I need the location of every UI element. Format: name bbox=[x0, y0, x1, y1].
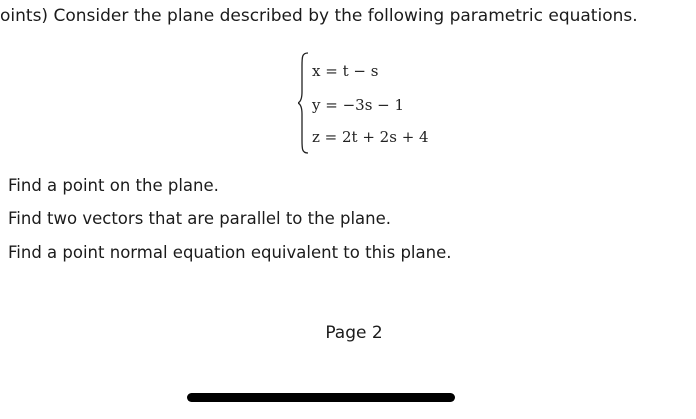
left-brace bbox=[298, 52, 310, 154]
task-find-point: Find a point on the plane. bbox=[8, 176, 219, 195]
parametric-equations bbox=[298, 52, 468, 154]
question-prompt: oints) Consider the plane described by the following parametric equations. bbox=[0, 6, 638, 26]
equation-x: x = t − s bbox=[312, 62, 379, 80]
page-number-text: Page 2 bbox=[325, 323, 383, 343]
page-number bbox=[0, 323, 696, 343]
home-indicator-bar[interactable] bbox=[187, 393, 455, 402]
task-find-vectors: Find two vectors that are parallel to the plane. bbox=[8, 209, 391, 228]
equation-y: y = −3s − 1 bbox=[312, 96, 405, 114]
equation-z: z = 2t + 2s + 4 bbox=[312, 128, 429, 146]
task-normal-equation: Find a point normal equation equivalent to this plane. bbox=[8, 243, 452, 262]
